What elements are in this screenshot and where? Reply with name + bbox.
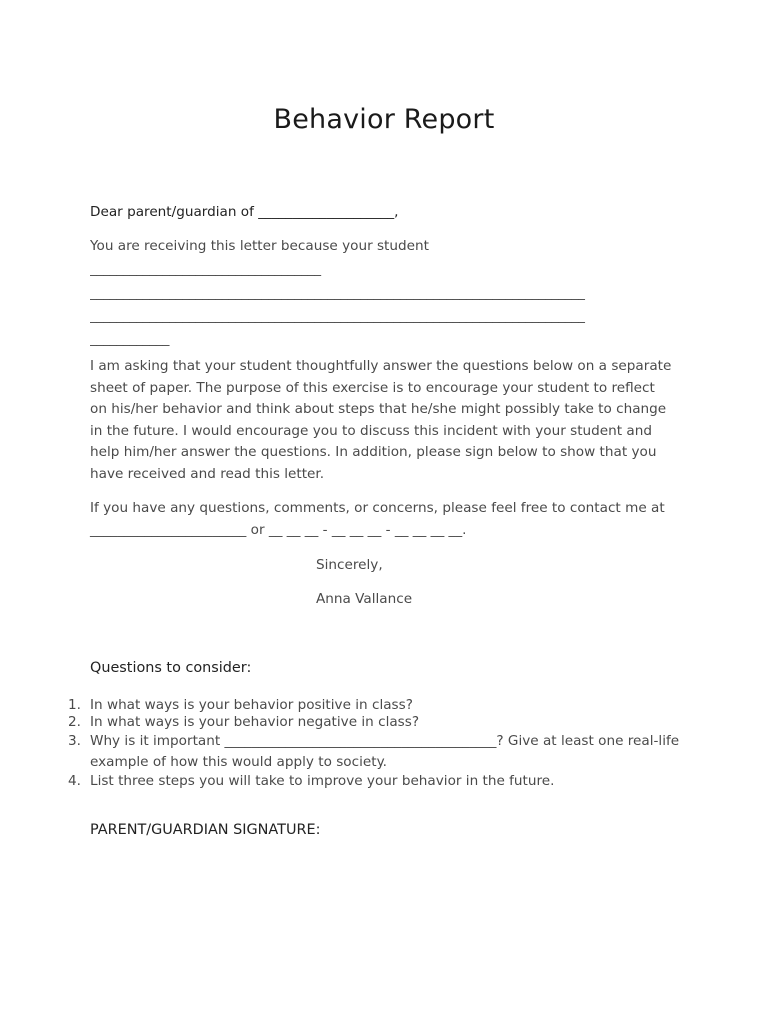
- list-item: [60, 731, 690, 773]
- page-title: Behavior Report: [273, 104, 495, 135]
- list-number: 1.: [68, 697, 81, 713]
- questions-list: [60, 697, 690, 790]
- greeting: Dear parent/guardian of ____________________,: [90, 204, 399, 220]
- list-item: [60, 773, 690, 790]
- question-text: In what ways is your behavior negative in class?: [90, 714, 420, 730]
- signer-name: Anna Vallance: [316, 591, 413, 607]
- signature-heading: PARENT/GUARDIAN SIGNATURE:: [90, 822, 321, 838]
- reason-blank-line: ___________________________________________________________________________: [90, 285, 585, 301]
- body-paragraph: I am asking that your student thoughtfully answer the questions below on a separate sheet of paper. The purpose of this exercise is to encourage your student to reflect on his/her behavior and think about steps that he/she might possibly take to change in the future. I would encourage you to discuss this incident with your student and help him/her answer the questions. In addition, please sign below to show that you have received and read this letter.: [90, 358, 672, 482]
- list-item: [60, 714, 690, 731]
- list-number: 2.: [68, 714, 81, 730]
- list-number: 3.: [68, 733, 81, 749]
- receiving-line: You are receiving this letter because your student: [90, 238, 429, 254]
- question-text: Why is it important ________________________________________? Give at least one real-life example of how this would apply to society.: [90, 733, 680, 770]
- contact-line: If you have any questions, comments, or concerns, please feel free to contact me at: [90, 500, 665, 516]
- question-text: List three steps you will take to improve your behavior in the future.: [90, 773, 555, 789]
- questions-heading: Questions to consider:: [90, 660, 252, 676]
- reason-blank-line: ____________: [90, 331, 170, 347]
- closing: Sincerely,: [316, 557, 383, 573]
- contact-blank-line: _______________________ or __ __ __ - __ __ __ - __ __ __ __.: [90, 522, 467, 538]
- reason-blank-line: ___________________________________________________________________________: [90, 308, 585, 324]
- list-item: [60, 697, 690, 714]
- student-name-blank: ___________________________________: [90, 261, 321, 277]
- question-text: In what ways is your behavior positive in class?: [90, 697, 413, 713]
- list-number: 4.: [68, 773, 81, 789]
